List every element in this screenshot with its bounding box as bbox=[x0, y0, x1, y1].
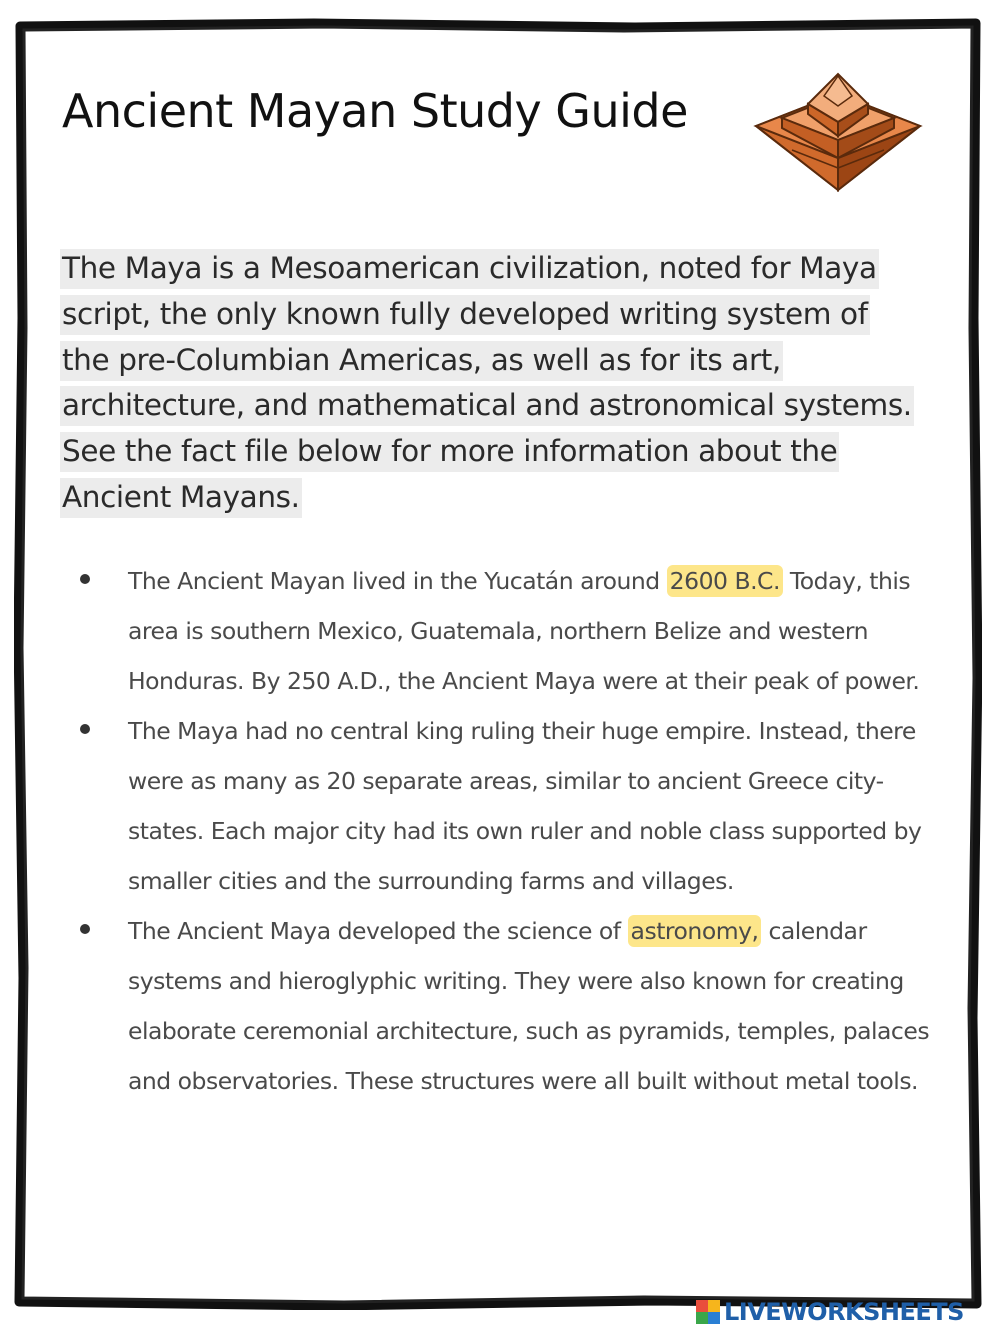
intro-text: The Maya is a Mesoamerican civilization, noted for Maya script, the only known fully developed writing system of the pre-Columbian Americas, as well as for its art, architecture, and mathematical and astronomical systems. See the fact file below for more information about the Ancient Mayans. bbox=[60, 249, 914, 518]
list-item bbox=[80, 556, 950, 706]
list-item bbox=[80, 906, 950, 1106]
list-item bbox=[80, 706, 950, 906]
bullet-icon bbox=[80, 574, 90, 584]
fact-text: The Ancient Mayan lived in the Yucatán around bbox=[128, 567, 667, 595]
highlighted-text: astronomy, bbox=[628, 915, 762, 947]
intro-paragraph bbox=[60, 246, 922, 521]
fact-text: The Maya had no central king ruling their huge empire. Instead, there were as many as 20 separate areas, similar to ancient Greece city-states. Each major city had its own ruler and noble class supported by smaller cities and the surrounding farms and villages. bbox=[128, 717, 922, 895]
fact-text: The Ancient Maya developed the science of bbox=[128, 917, 628, 945]
bullet-icon bbox=[80, 724, 90, 734]
page-title: Ancient Mayan Study Guide bbox=[62, 84, 688, 138]
liveworksheets-logo-icon bbox=[696, 1300, 720, 1324]
fact-text: calendar systems and hieroglyphic writing. They were also known for creating elaborate ceremonial architecture, such as pyramids, temples, palaces and observatories. These structures were all built without metal tools. bbox=[128, 917, 930, 1095]
bullet-icon bbox=[80, 924, 90, 934]
fact-text: Today, this area is southern Mexico, Guatemala, northern Belize and western Honduras. By 250 A.D., the Ancient Maya were at their peak of power. bbox=[128, 567, 920, 695]
fact-list bbox=[80, 556, 950, 1106]
watermark-text: LIVEWORKSHEETS bbox=[724, 1298, 964, 1326]
highlighted-text: 2600 B.C. bbox=[667, 565, 783, 597]
watermark bbox=[696, 1297, 996, 1327]
pyramid-icon bbox=[752, 66, 924, 192]
